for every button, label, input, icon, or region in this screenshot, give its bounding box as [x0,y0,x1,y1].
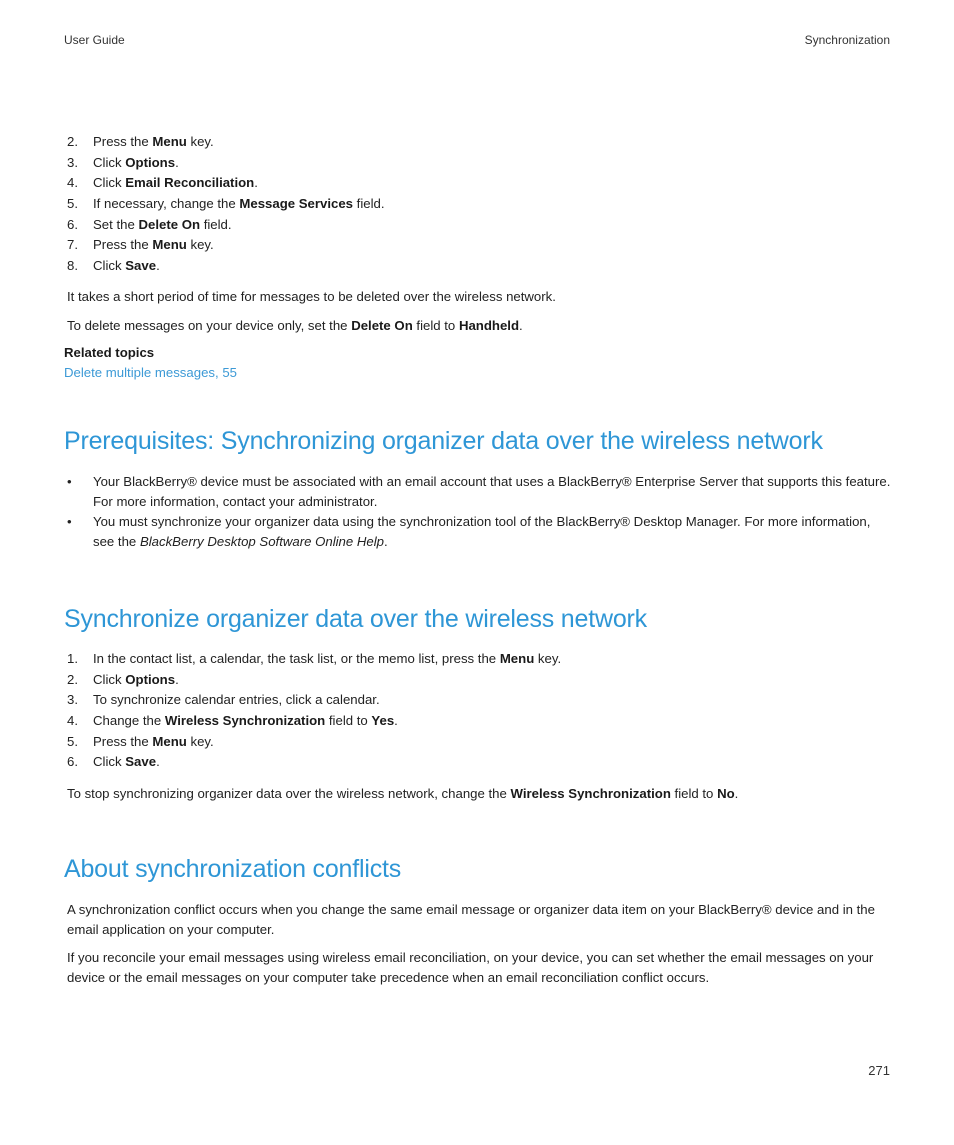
list-item: 2. Press the Menu key. [67,134,214,149]
list-item: 3. To synchronize calendar entries, click a calendar. [67,692,380,708]
list-item: 5. Press the Menu key. [67,733,214,749]
list-item: 5. If necessary, change the Message Services field. [67,196,385,212]
list-item: 3. Click Options. [67,154,179,170]
list-item: 6. Set the Delete On field. [67,216,232,232]
conflict-precedence-paragraph: If you reconcile your email messages using wireless email reconciliation, on your device, you can set whether the email messages on your device or the email messages on your computer take precedence when an email reconciliation conflict occurs. [67,950,874,985]
stop-sync-note: To stop synchronizing organizer data over the wireless network, change the Wireless Synchronization field to No. [67,786,739,801]
delete-delay-note: It takes a short period of time for messages to be deleted over the wireless network. [67,289,556,304]
header-chapter-title: Synchronization [804,33,890,47]
list-item: 4. Change the Wireless Synchronization field to Yes. [67,713,398,729]
running-header [64,33,890,49]
header-guide-title: User Guide [64,33,125,47]
conflict-definition-paragraph: A synchronization conflict occurs when you change the same email message or organizer data item on your BlackBerry® device and in the email application on your computer. [67,902,875,937]
delete-on-device-note: To delete messages on your device only, set the Delete On field to Handheld. [67,318,523,333]
list-item: • You must synchronize your organizer data using the synchronization tool of the BlackBerry® Desktop Manager. For more information, see the BlackBerry Desktop Software Online Help. [67,514,871,549]
list-item: • Your BlackBerry® device must be associated with an email account that uses a BlackBerry® Enterprise Server that supports this feature. For more information, contact your administrator. [67,474,891,509]
list-item: 1. In the contact list, a calendar, the task list, or the memo list, press the Menu key. [67,651,562,666]
bullet-icon: • [67,474,72,489]
list-item: 8. Click Save. [67,258,160,274]
section-heading-conflicts: About synchronization conflicts [64,855,402,883]
steps-list-synchronize [67,649,561,773]
page-number: 271 [868,1063,890,1078]
bullet-icon: • [67,514,72,529]
steps-list-delete-messages [67,132,385,277]
section-heading-synchronize: Synchronize organizer data over the wireless network [64,605,647,633]
related-topics-heading: Related topics [64,345,155,360]
list-item: 7. Press the Menu key. [67,237,214,253]
list-item: 4. Click Email Reconciliation. [67,175,258,191]
section-heading-prerequisites: Prerequisites: Synchronizing organizer data over the wireless network [64,427,823,455]
prerequisites-list [67,472,892,552]
list-item: 2. Click Options. [67,671,179,687]
related-topic-link[interactable]: Delete multiple messages, 55 [64,365,237,380]
list-item: 6. Click Save. [67,754,160,770]
